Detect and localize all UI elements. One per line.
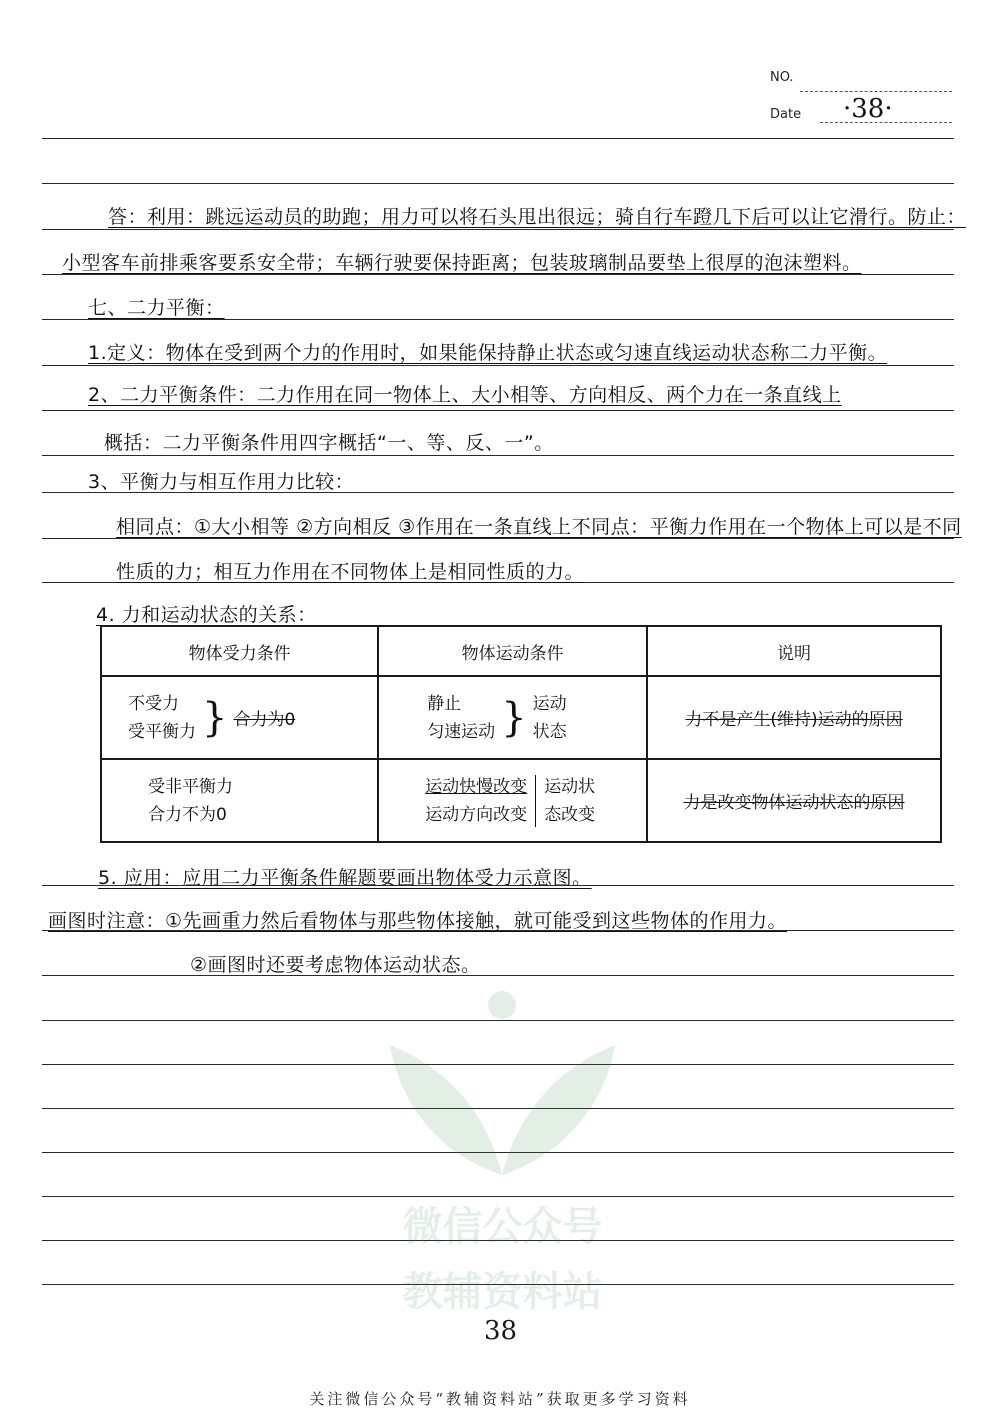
- table-cell: [378, 759, 647, 842]
- brace-icon: }: [501, 694, 527, 741]
- divider-bar: [535, 775, 536, 827]
- motion-result: 运动: [532, 693, 567, 714]
- no-line: [800, 91, 952, 92]
- table-cell: [101, 676, 378, 759]
- note-line-2: ②画图时还要考虑物体运动状态。: [190, 954, 481, 976]
- force-condition: 合力不为0: [148, 804, 227, 825]
- rule-line: [42, 138, 954, 139]
- table-header: 物体受力条件: [101, 626, 378, 676]
- date-value: ·38·: [843, 94, 893, 124]
- table-cell: 力不是产生(维持)运动的原因: [647, 676, 941, 759]
- force-condition: 受平衡力: [128, 721, 196, 742]
- table-cell: [378, 676, 647, 759]
- rule-line: [42, 410, 954, 411]
- table-cell: [101, 759, 378, 842]
- summary-line: 概括：二力平衡条件用四字概括“一、等、反、一”。: [104, 432, 554, 454]
- answer-line-1: 答：利用：跳远运动员的助跑；用力可以将石头甩出很远；骑自行车蹬几下后可以让它滑行。防止：: [108, 206, 967, 228]
- no-label: NO.: [770, 70, 794, 85]
- table-row: [101, 759, 941, 842]
- section-title: 七、二力平衡：: [88, 297, 225, 319]
- date-line: [820, 122, 952, 123]
- rule-line: [42, 183, 954, 184]
- rule-line: [42, 975, 954, 976]
- table-cell: 力是改变物体运动状态的原因: [647, 759, 941, 842]
- rule-line: [42, 455, 954, 456]
- table-header: 说明: [647, 626, 941, 676]
- apply-line: 5. 应用：应用二力平衡条件解题要画出物体受力示意图。: [98, 867, 592, 889]
- force-condition: 不受力: [128, 693, 179, 714]
- relation-title: 4. 力和运动状态的关系：: [96, 604, 317, 626]
- table-header: 物体运动条件: [378, 626, 647, 676]
- watermark-line-2: 教辅资料站: [402, 1269, 603, 1315]
- date-label: Date: [770, 107, 802, 122]
- motion-condition: 运动方向改变: [425, 804, 528, 825]
- answer-line-2: 小型客车前排乘客要系安全带；车辆行驶要保持距离；包装玻璃制品要垫上很厚的泡沫塑料。: [62, 252, 862, 274]
- footer-note: 关注微信公众号“教辅资料站”获取更多学习资料: [309, 1390, 691, 1408]
- definition-line: 1.定义：物体在受到两个力的作用时，如果能保持静止状态或匀速直线运动状态称二力平衡。: [88, 342, 888, 364]
- brace-icon: }: [202, 694, 228, 741]
- sprout-logo-icon: [380, 985, 625, 1185]
- compare-title: 3、平衡力与相互作用力比较：: [88, 471, 355, 493]
- force-motion-table: [100, 625, 942, 843]
- motion-result: 状态: [532, 721, 567, 742]
- motion-condition: 运动快慢改变: [425, 776, 528, 797]
- motion-result: 态改变: [544, 804, 596, 825]
- force-condition: 受非平衡力: [148, 776, 233, 797]
- condition-line: 2、二力平衡条件：二力作用在同一物体上、大小相等、方向相反、两个力在一条直线上: [88, 384, 842, 406]
- watermark-line-1: 微信公众号: [402, 1204, 603, 1250]
- motion-condition: 匀速运动: [427, 721, 496, 742]
- table-row: [101, 676, 941, 759]
- motion-result: 运动状: [544, 776, 596, 797]
- page-number: 38: [484, 1316, 518, 1346]
- compare-line-2: 性质的力；相互力作用在不同物体上是相同性质的力。: [116, 561, 585, 583]
- table-header-row: [101, 626, 941, 676]
- rule-line: [42, 365, 954, 366]
- force-result: 合力为0: [233, 710, 296, 730]
- note-line-1: 画图时注意：①先画重力然后看物体与那些物体接触，就可能受到这些物体的作用力。: [48, 910, 788, 932]
- watermark: [380, 985, 625, 1315]
- motion-condition: 静止: [427, 693, 462, 714]
- rule-line: [42, 229, 954, 230]
- compare-line-1: 相同点：①大小相等 ②方向相反 ③作用在一条直线上不同点：平衡力作用在一个物体上可以是不同: [116, 516, 962, 538]
